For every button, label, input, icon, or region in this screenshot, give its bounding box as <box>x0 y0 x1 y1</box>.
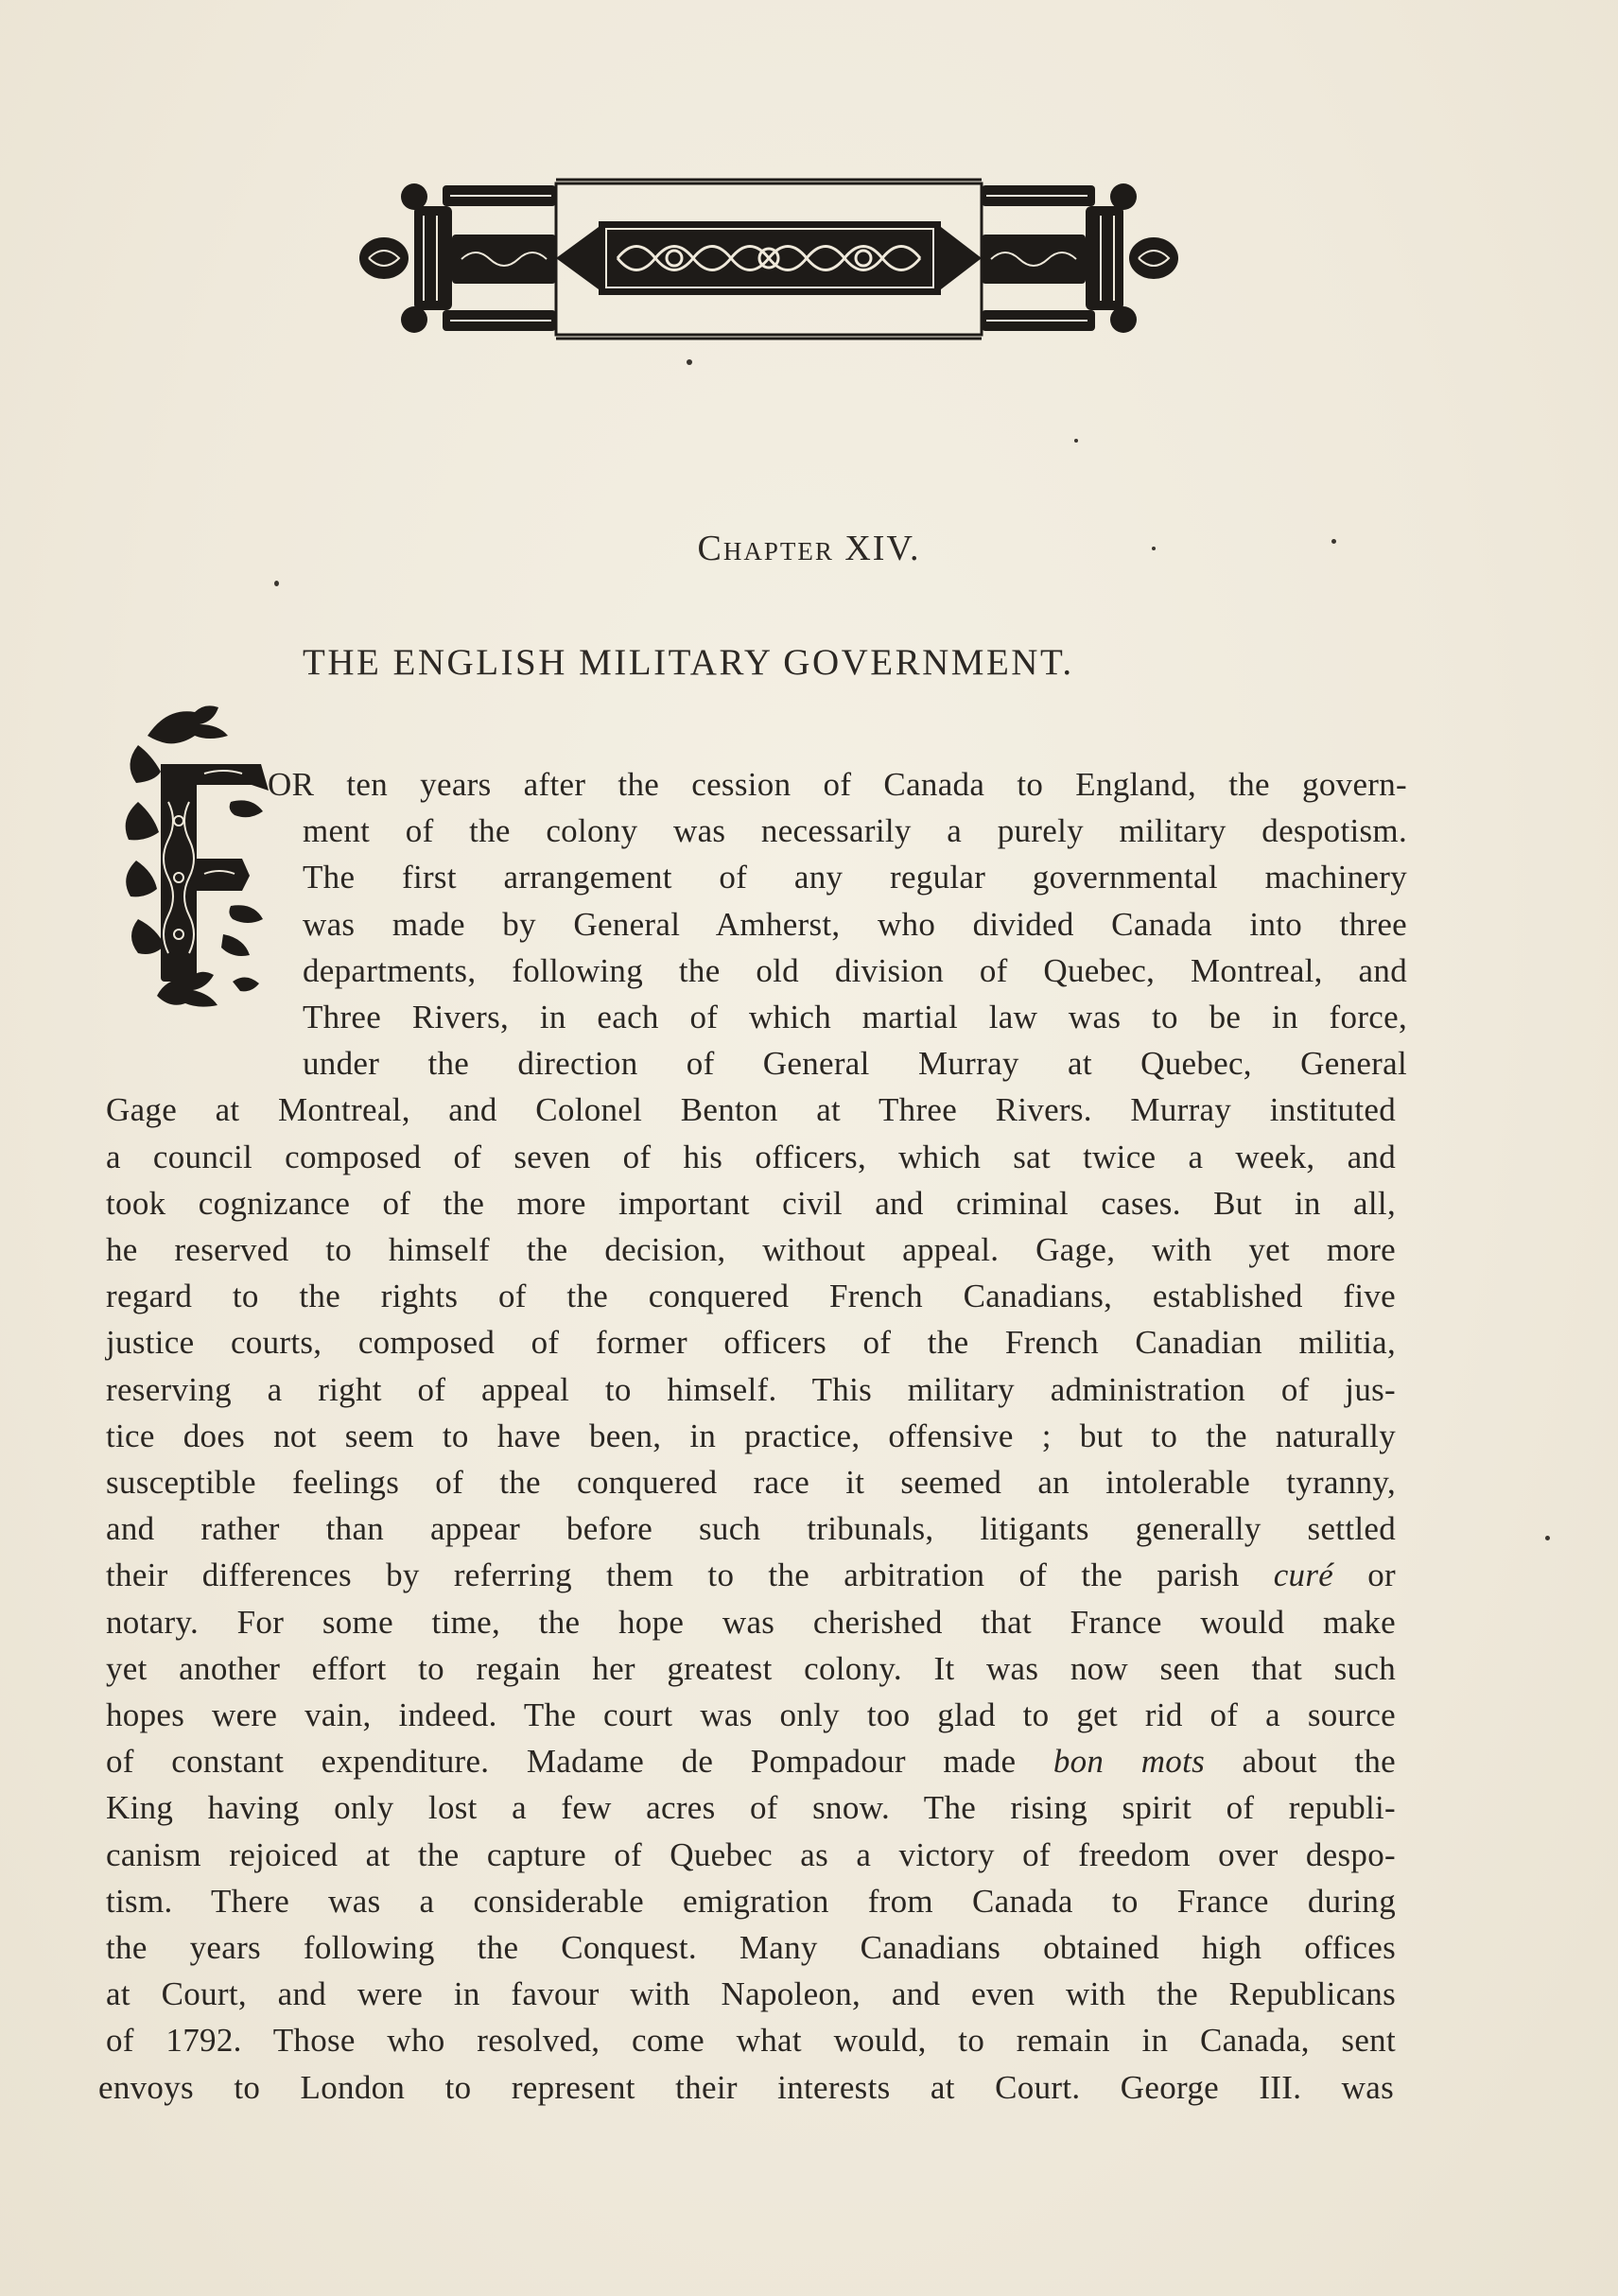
text-line: ment of the colony was necessarily a purely military despotism. <box>303 812 1407 849</box>
text-run: of constant expenditure. Madame de Pompadour made <box>106 1743 1053 1780</box>
text-line: and rather than appear before such tribunals, litigants generally settled <box>106 1510 1396 1547</box>
text-run: or <box>1333 1557 1396 1593</box>
text-line: a council composed of seven of his officers, which sat twice a week, and <box>106 1139 1396 1175</box>
ornamental-letter-f-icon <box>119 698 270 1019</box>
text-line: canism rejoiced at the capture of Quebec as a victory of freedom over despo- <box>106 1836 1396 1873</box>
text-line: departments, following the old division of Quebec, Montreal, and <box>303 952 1407 989</box>
text-line: tism. There was a considerable emigration from Canada to France during <box>106 1883 1396 1920</box>
text-line: took cognizance of the more important civil and criminal cases. But in all, <box>106 1185 1396 1222</box>
print-speck <box>687 359 692 365</box>
text-line: regard to the rights of the conquered French Canadians, established five <box>106 1278 1396 1314</box>
text-line: reserving a right of appeal to himself. This military administration of jus- <box>106 1371 1396 1408</box>
text-line <box>106 1557 1396 1594</box>
text-line: he reserved to himself the decision, without appeal. Gage, with yet more <box>106 1231 1396 1268</box>
text-line: The first arrangement of any regular governmental machinery <box>303 859 1407 896</box>
text-line: of 1792. Those who resolved, come what would, to remain in Canada, sent <box>106 2022 1396 2059</box>
text-line: Gage at Montreal, and Colonel Benton at Three Rivers. Murray instituted <box>106 1091 1396 1128</box>
text-line: susceptible feelings of the conquered race it seemed an intolerable tyranny, <box>106 1464 1396 1501</box>
print-speck <box>1074 439 1078 443</box>
print-speck <box>274 581 279 586</box>
text-line: yet another effort to regain her greatest colony. It was now seen that such <box>106 1650 1396 1687</box>
text-line: hopes were vain, indeed. The court was only too glad to get rid of a source <box>106 1696 1396 1733</box>
text-line: envoys to London to represent their interests at Court. George III. was <box>98 2069 1394 2106</box>
text-run: their differences by referring them to the arbitration of the parish <box>106 1557 1274 1593</box>
chapter-label: Chapter XIV. <box>697 529 921 568</box>
text-line: notary. For some time, the hope was cherished that France would make <box>106 1604 1396 1641</box>
text-line: at Court, and were in favour with Napoleon, and even with the Republicans <box>106 1975 1396 2012</box>
text-line: the years following the Conquest. Many Canadians obtained high offices <box>106 1929 1396 1966</box>
text-line: Three Rivers, in each of which martial law was to be in force, <box>303 999 1407 1035</box>
text-line <box>106 1743 1396 1781</box>
text-line: tice does not seem to have been, in practice, offensive ; but to the naturally <box>106 1418 1396 1454</box>
text-line: justice courts, composed of former officers of the French Canadian militia, <box>106 1324 1396 1361</box>
ornamental-scroll-headpiece-icon <box>357 178 1180 340</box>
italic-term: bon mots <box>1053 1743 1206 1780</box>
text-line: OR ten years after the cession of Canada to England, the govern- <box>268 766 1407 803</box>
chapter-title: THE ENGLISH MILITARY GOVERNMENT. <box>303 642 1074 683</box>
text-line: was made by General Amherst, who divided Canada into three <box>303 906 1407 943</box>
text-run: about the <box>1205 1743 1396 1780</box>
italic-term: curé <box>1273 1557 1334 1593</box>
text-line: under the direction of General Murray at Quebec, General <box>303 1045 1407 1082</box>
text-line: King having only lost a few acres of snow. The rising spirit of republi- <box>106 1789 1396 1826</box>
print-speck <box>1545 1536 1550 1540</box>
